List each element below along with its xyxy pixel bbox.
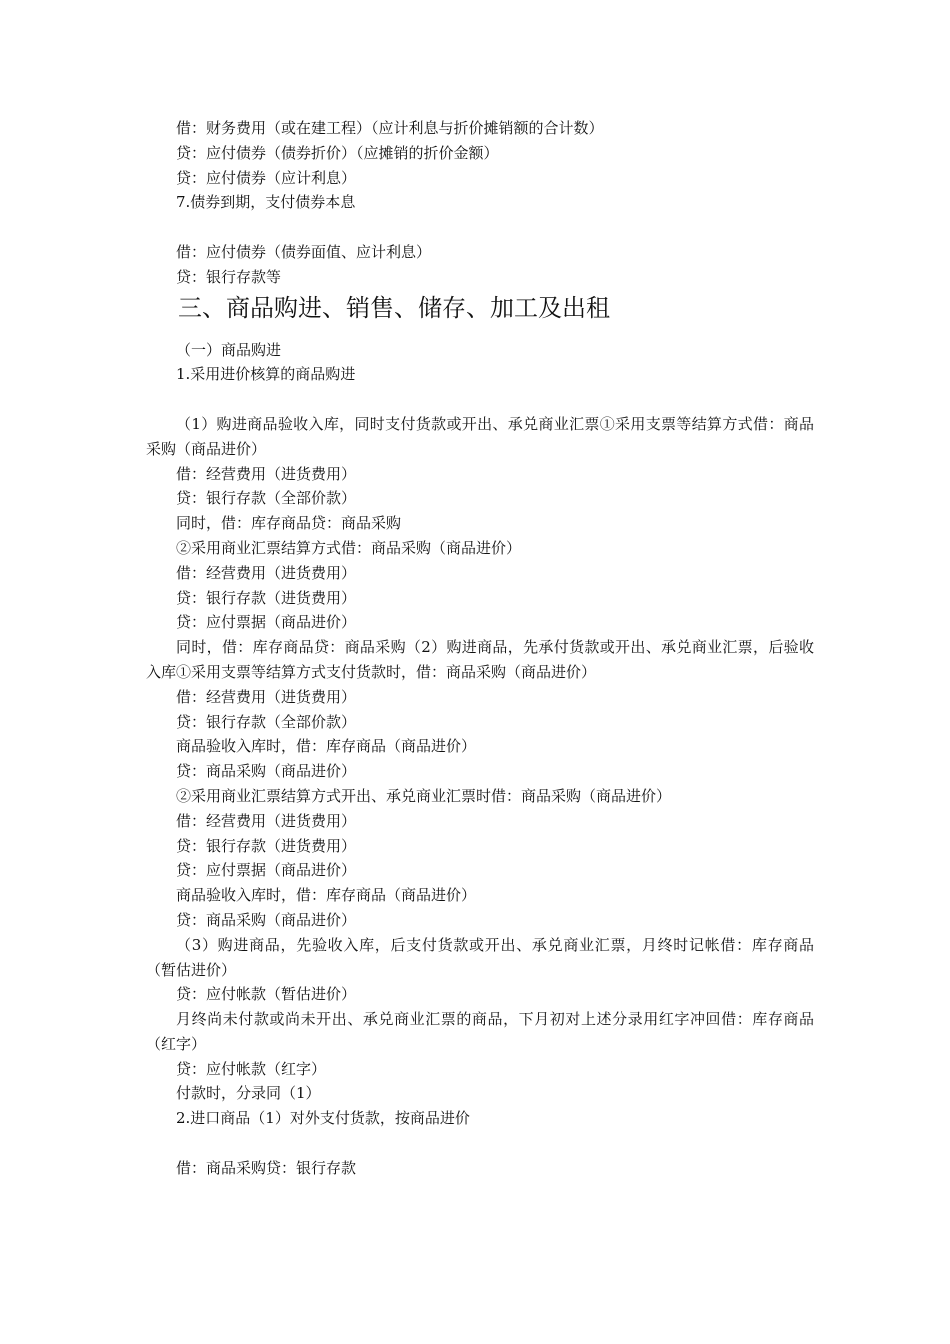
text-line: ②采用商业汇票结算方式借：商品采购（商品进价） — [176, 538, 522, 557]
text-line: 借：经营费用（进货费用） — [176, 687, 357, 706]
text-paragraph: 月终尚未付款或尚未开出、承兑商业汇票的商品，下月初对上述分录用红字冲回借：库存商品（红字） — [146, 1010, 814, 1053]
text-line: 贷：应付帐款（暂估进价） — [176, 985, 357, 1004]
text-paragraph: （3）购进商品，先验收入库，后支付货款或开出、承兑商业汇票，月终时记帐借：库存商品（暂估进价） — [146, 935, 814, 979]
document-body — [146, 116, 814, 1181]
text-line: 付款时，分录同（1） — [176, 1084, 321, 1103]
text-line: （一）商品购进 — [176, 340, 282, 359]
text-paragraph: 同时，借：库存商品贷：商品采购（2）购进商品，先承付货款或开出、承兑商业汇票，后验收入库①采用支票等结算方式支付货款时，借：商品采购（商品进价） — [146, 638, 814, 681]
text-line: 贷：银行存款（进货费用） — [176, 588, 357, 607]
text-line: 借：经营费用（进货费用） — [176, 464, 357, 483]
text-line: 贷：应付票据（商品进价） — [176, 613, 357, 632]
text-line: 贷：应付帐款（红字） — [176, 1059, 327, 1078]
blank-line — [146, 1131, 814, 1156]
text-line: ②采用商业汇票结算方式开出、承兑商业汇票时借：商品采购（商品进价） — [176, 786, 672, 805]
text-line: 贷：商品采购（商品进价） — [176, 910, 357, 929]
text-line: 1.采用进价核算的商品购进 — [176, 365, 356, 384]
text-line: 贷：商品采购（商品进价） — [176, 762, 357, 781]
text-line: 同时，借：库存商品贷：商品采购 — [176, 514, 402, 533]
text-line: 商品验收入库时，借：库存商品（商品进价） — [176, 886, 477, 905]
text-line: 贷：应付票据（商品进价） — [176, 861, 357, 880]
text-line: 借：财务费用（或在建工程）（应计利息与折价摊销额的合计数） — [176, 119, 604, 137]
blank-line — [146, 215, 814, 240]
text-line: 借：经营费用（进货费用） — [176, 811, 357, 830]
section-heading: 三、商品购进、销售、储存、加工及出租 — [178, 293, 610, 322]
blank-line — [146, 387, 814, 412]
text-line: 贷：银行存款（全部价款） — [176, 712, 357, 731]
text-line: 7.债券到期，支付债券本息 — [176, 193, 356, 212]
text-line: 借：商品采购贷：银行存款 — [176, 1158, 357, 1177]
text-line: 贷：应付债券（应计利息） — [176, 168, 357, 187]
text-line: 贷：银行存款等 — [176, 267, 282, 286]
text-paragraph: （1）购进商品验收入库，同时支付货款或开出、承兑商业汇票①采用支票等结算方式借：商品采购（商品进价） — [146, 414, 814, 458]
text-line: 贷：应付债券（债券折价）（应摊销的折价金额） — [176, 143, 499, 162]
text-line: 借：经营费用（进货费用） — [176, 563, 357, 582]
text-line: 贷：银行存款（进货费用） — [176, 836, 357, 855]
text-line: 商品验收入库时，借：库存商品（商品进价） — [176, 737, 477, 756]
text-line: 贷：银行存款（全部价款） — [176, 489, 357, 508]
text-line: 2.进口商品（1）对外支付货款，按商品进价 — [176, 1109, 470, 1128]
text-line: 借：应付债券（债券面值、应计利息） — [176, 242, 432, 261]
